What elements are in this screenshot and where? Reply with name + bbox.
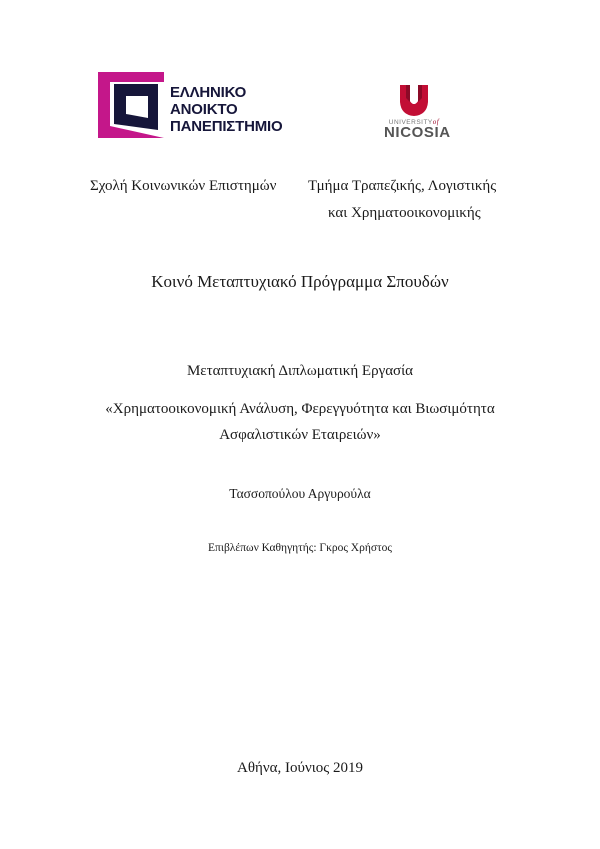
hellenic-open-university-icon: [96, 70, 166, 140]
school-name: Σχολή Κοινωνικών Επιστημών: [90, 178, 277, 194]
thesis-title-line-1: «Χρηματοοικονομική Ανάλυση, Φερεγγυότητα και Βιωσιμότητα: [105, 401, 495, 417]
place-date: Αθήνα, Ιούνιος 2019: [237, 760, 363, 776]
supervisor: Επιβλέπων Καθηγητής: Γκρος Χρήστος: [208, 542, 392, 554]
hou-line-2: ΑΝΟΙΚΤΟ: [170, 101, 238, 118]
hou-line-3: ΠΑΝΕΠΙΣΤΗΜΙΟ: [170, 118, 283, 135]
hou-name: [170, 84, 282, 135]
author-name: Τασσοπούλου Αργυρούλα: [229, 486, 371, 501]
unic-university-label: UNIVERSITYof: [388, 118, 440, 126]
university-of-nicosia-icon: [396, 82, 432, 118]
program-title: Κοινό Μεταπτυχιακό Πρόγραμμα Σπουδών: [151, 272, 449, 291]
unic-logo: [384, 82, 451, 152]
hou-line-1: ΕΛΛΗΝΙΚΟ: [170, 84, 247, 101]
thesis-title-line-2: Ασφαλιστικών Εταιρειών»: [219, 427, 381, 443]
department-line-2: και Χρηματοοικονομικής: [328, 205, 481, 221]
department-line-1: Τμήμα Τραπεζικής, Λογιστικής: [308, 178, 497, 194]
unic-nicosia-label: NICOSIA: [384, 124, 451, 141]
thesis-type: Μεταπτυχιακή Διπλωματική Εργασία: [186, 363, 414, 379]
